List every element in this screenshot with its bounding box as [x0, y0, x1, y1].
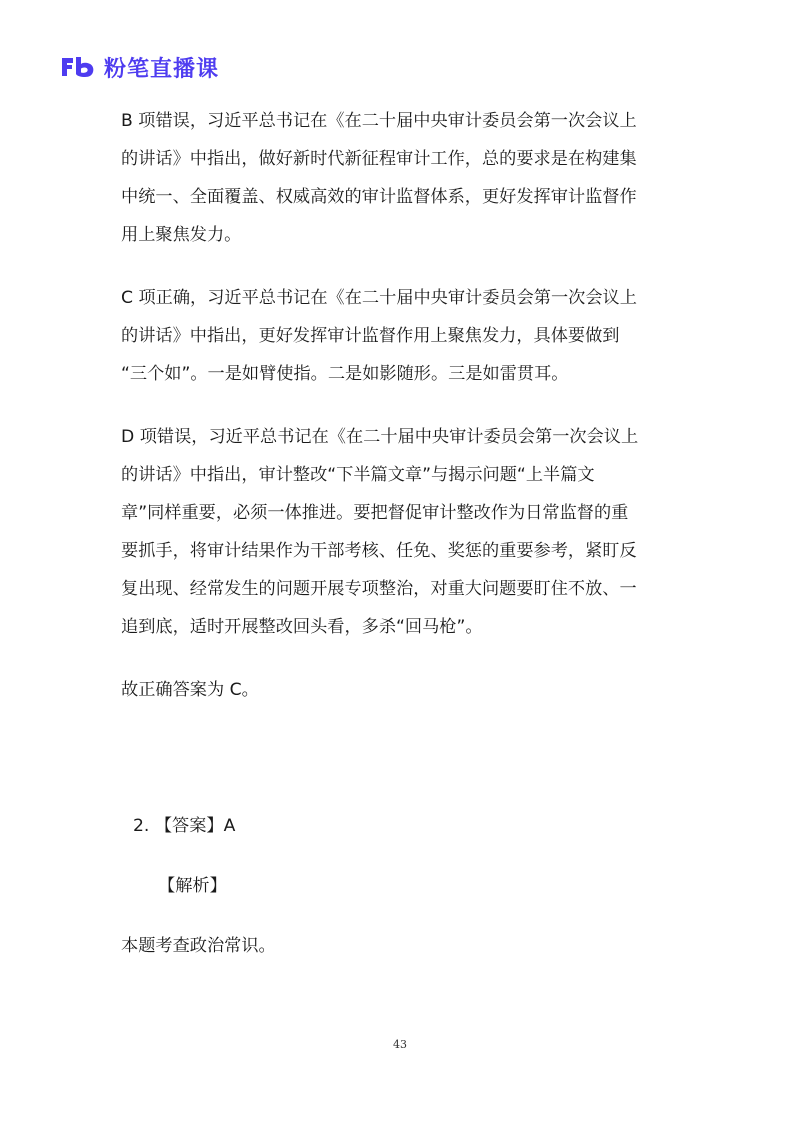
page-number: 43 — [393, 1038, 407, 1051]
fenbi-logo-icon — [60, 55, 96, 79]
header — [60, 52, 219, 82]
question-2-answer: 2. 【答案】A — [133, 816, 236, 836]
text-line: 追到底，适时开展整改回头看，多杀“回马枪”。 — [121, 617, 483, 637]
text-line: 的讲话》中指出，审计整改“下半篇文章”与揭示问题“上半篇文 — [121, 465, 595, 485]
text-line: 要抓手，将审计结果作为干部考核、任免、奖惩的重要参考，紧盯反 — [121, 541, 637, 561]
text-line: “三个如”。一是如臂使指。二是如影随形。三是如雷贯耳。 — [121, 364, 569, 384]
brand-name: 粉笔直播课 — [104, 56, 220, 82]
text-line: 的讲话》中指出，做好新时代新征程审计工作，总的要求是在构建集 — [121, 149, 637, 169]
text-line: 的讲话》中指出，更好发挥审计监督作用上聚焦发力，具体要做到 — [121, 326, 620, 346]
explanation-body — [121, 102, 681, 709]
text-line: 复出现、经常发生的问题开展专项整治，对重大问题要盯住不放、一 — [121, 579, 637, 599]
paragraph-option-b — [121, 102, 681, 254]
text-line: 章”同样重要，必须一体推进。要把督促审计整改作为日常监督的重 — [121, 503, 629, 523]
paragraph-option-d — [121, 418, 681, 646]
analysis-label: 【解析】 — [158, 876, 227, 896]
text-line: 中统一、全面覆盖、权威高效的审计监督体系，更好发挥审计监督作 — [121, 187, 637, 207]
question-2-summary: 本题考查政治常识。 — [121, 936, 276, 956]
text-line: B 项错误，习近平总书记在《在二十届中央审计委员会第一次会议上 — [121, 111, 637, 131]
text-line: 用上聚焦发力。 — [121, 225, 242, 245]
text-line: C 项正确，习近平总书记在《在二十届中央审计委员会第一次会议上 — [121, 288, 637, 308]
paragraph-conclusion — [121, 671, 681, 709]
text-line: D 项错误，习近平总书记在《在二十届中央审计委员会第一次会议上 — [121, 427, 639, 447]
text-line: 故正确答案为 C。 — [121, 680, 259, 700]
paragraph-option-c — [121, 279, 681, 393]
